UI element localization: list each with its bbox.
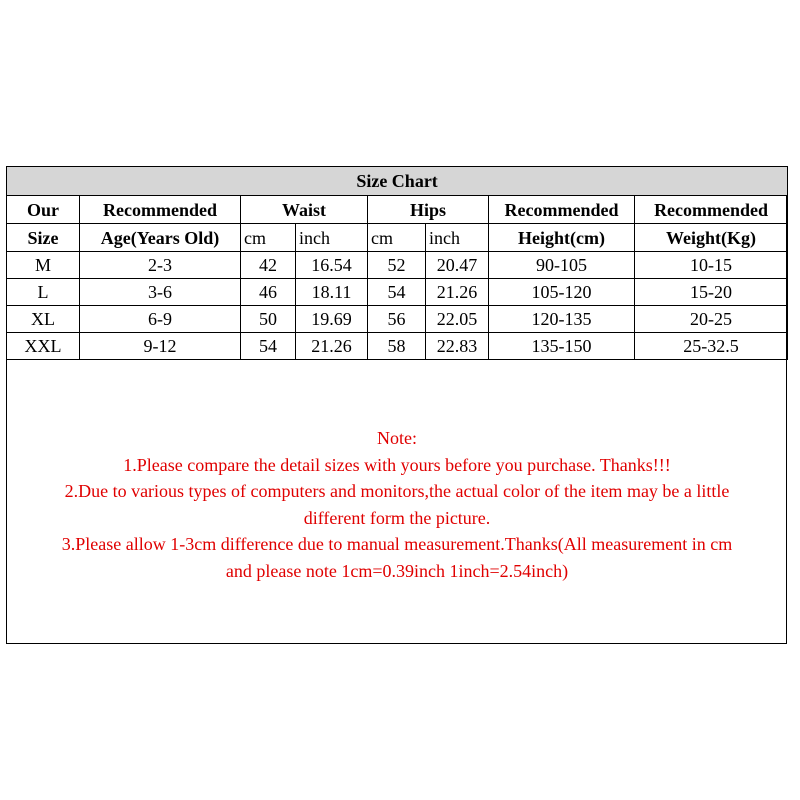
cell-age: 9-12 bbox=[80, 333, 241, 360]
cell-hips-inch: 22.83 bbox=[426, 333, 489, 360]
note-line-1: 1.Please compare the detail sizes with yours before you purchase. Thanks!!! bbox=[123, 454, 671, 475]
cell-age: 3-6 bbox=[80, 279, 241, 306]
table-row bbox=[7, 306, 788, 333]
cell-waist-cm: 46 bbox=[241, 279, 296, 306]
note-line-5: and please note 1cm=0.39inch 1inch=2.54inch) bbox=[225, 560, 569, 581]
cell-hips-cm: 54 bbox=[368, 279, 426, 306]
note-line-2: 2.Due to various types of computers and monitors,the actual color of the item may be a little bbox=[64, 481, 730, 501]
header-waist: Waist bbox=[241, 196, 368, 224]
cell-waist-inch: 19.69 bbox=[296, 306, 368, 333]
cell-waist-inch: 21.26 bbox=[296, 333, 368, 360]
cell-size: M bbox=[7, 252, 80, 279]
cell-size: XXL bbox=[7, 333, 80, 360]
header-height-line2: Height(cm) bbox=[489, 224, 635, 252]
cell-height: 105-120 bbox=[489, 279, 635, 306]
cell-age: 6-9 bbox=[80, 306, 241, 333]
cell-hips-inch: 20.47 bbox=[426, 252, 489, 279]
table-row bbox=[7, 252, 788, 279]
cell-waist-cm: 50 bbox=[241, 306, 296, 333]
note-heading: Note: bbox=[377, 428, 417, 448]
size-chart-table bbox=[6, 166, 788, 360]
cell-waist-inch: 18.11 bbox=[296, 279, 368, 306]
cell-hips-inch: 22.05 bbox=[426, 306, 489, 333]
notes-block bbox=[8, 425, 786, 584]
cell-height: 135-150 bbox=[489, 333, 635, 360]
cell-weight: 10-15 bbox=[635, 252, 788, 279]
cell-size: L bbox=[7, 279, 80, 306]
table-row bbox=[7, 333, 788, 360]
chart-title: Size Chart bbox=[7, 167, 788, 196]
table-row bbox=[7, 279, 788, 306]
cell-hips-cm: 58 bbox=[368, 333, 426, 360]
cell-weight: 25-32.5 bbox=[635, 333, 788, 360]
header-hips-inch: inch bbox=[426, 224, 489, 252]
header-hips-cm: cm bbox=[368, 224, 426, 252]
header-weight-line1: Recommended bbox=[635, 196, 788, 224]
header-age-line1: Recommended bbox=[80, 196, 241, 224]
cell-waist-cm: 54 bbox=[241, 333, 296, 360]
header-row-2 bbox=[7, 224, 788, 252]
note-line-4: 3.Please allow 1-3cm difference due to manual measurement.Thanks(All measurement in cm bbox=[61, 534, 733, 554]
header-row-1 bbox=[7, 196, 788, 224]
cell-hips-inch: 21.26 bbox=[426, 279, 489, 306]
header-hips: Hips bbox=[368, 196, 489, 224]
cell-weight: 15-20 bbox=[635, 279, 788, 306]
header-size: Size bbox=[7, 224, 80, 252]
header-our: Our bbox=[7, 196, 80, 224]
cell-hips-cm: 52 bbox=[368, 252, 426, 279]
cell-waist-inch: 16.54 bbox=[296, 252, 368, 279]
header-weight-line2: Weight(Kg) bbox=[635, 224, 788, 252]
title-row bbox=[7, 167, 788, 196]
note-line-3: different form the picture. bbox=[303, 507, 491, 528]
header-height-line1: Recommended bbox=[489, 196, 635, 224]
header-waist-cm: cm bbox=[241, 224, 296, 252]
cell-height: 120-135 bbox=[489, 306, 635, 333]
cell-size: XL bbox=[7, 306, 80, 333]
header-age-line2: Age(Years Old) bbox=[80, 224, 241, 252]
cell-hips-cm: 56 bbox=[368, 306, 426, 333]
cell-age: 2-3 bbox=[80, 252, 241, 279]
cell-height: 90-105 bbox=[489, 252, 635, 279]
cell-waist-cm: 42 bbox=[241, 252, 296, 279]
cell-weight: 20-25 bbox=[635, 306, 788, 333]
header-waist-inch: inch bbox=[296, 224, 368, 252]
